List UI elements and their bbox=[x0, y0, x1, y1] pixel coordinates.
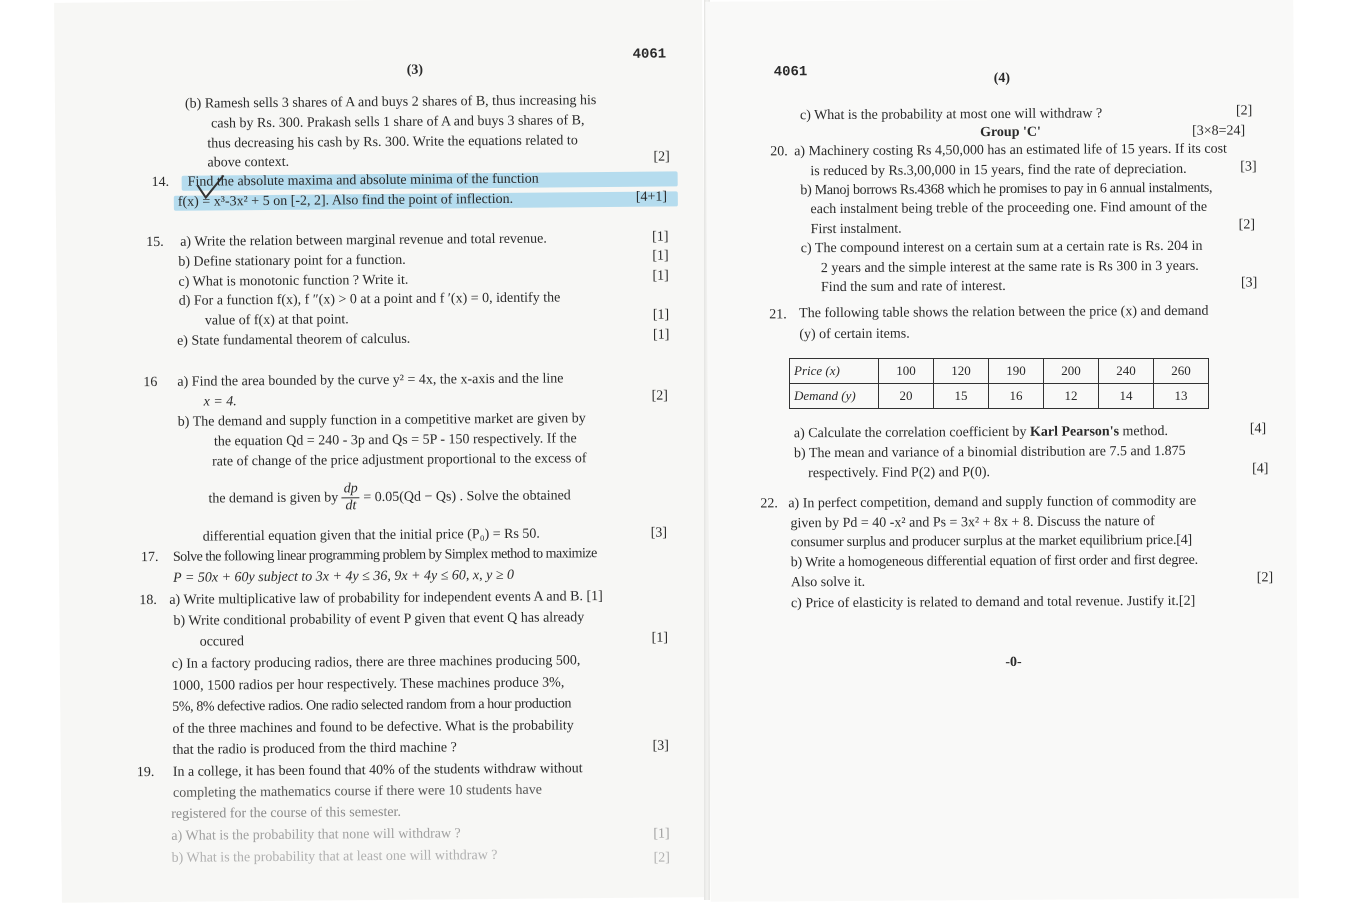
q20b-line-3: First instalment. bbox=[810, 221, 902, 238]
q20b-line-2: each instalment being treble of the proceeding one. Find amount of the bbox=[810, 199, 1208, 218]
q15b: b) Define stationary point for a function. bbox=[178, 252, 406, 270]
q20c-line-1: c) The compound interest on a certain sum at a certain rate is Rs. 204 in bbox=[800, 238, 1203, 257]
page-number-right: (4) bbox=[993, 70, 1011, 87]
row-header-demand: Demand (y) bbox=[790, 384, 879, 409]
q21-line-2: (y) of certain items. bbox=[799, 326, 910, 343]
q18c-line-3: 5%, 8% defective radios. One radio selected random from a hour production bbox=[172, 696, 572, 715]
q22-number: 22. bbox=[760, 496, 778, 512]
q19c: c) What is the probability at most one will withdraw ? bbox=[799, 106, 1103, 124]
group-c-title: Group 'C' bbox=[980, 124, 1041, 141]
q15c-marks: [1] bbox=[652, 268, 669, 284]
page-number-left: (3) bbox=[406, 62, 424, 78]
q22a-line-3: consumer surplus and producer surplus at the market equilibrium price.[4] bbox=[790, 532, 1193, 551]
demand-cell: 13 bbox=[1154, 384, 1209, 409]
fraction-numerator: dp bbox=[342, 481, 360, 498]
q19a: a) What is the probability that none will withdraw ? bbox=[171, 826, 461, 844]
q15e: e) State fundamental theorem of calculus. bbox=[176, 331, 411, 349]
q21b-marks: [4] bbox=[1252, 461, 1269, 477]
q16b-equation-prefix: the demand is given by bbox=[208, 490, 339, 507]
q19-line-2: completing the mathematics course if there were 10 students have bbox=[172, 782, 542, 801]
q14-line-1: Find the absolute maxima and absolute minima of the function bbox=[187, 171, 539, 190]
q16b-line-5: differential equation given that the initial price (P₀) = Rs 50. bbox=[202, 526, 540, 545]
q18b-marks: [1] bbox=[651, 630, 669, 646]
q16b-equation bbox=[208, 478, 571, 517]
demand-cell: 16 bbox=[989, 384, 1044, 409]
price-cell: 190 bbox=[989, 359, 1044, 384]
q19-line-1: In a college, it has been found that 40% of the students withdraw without bbox=[172, 761, 583, 780]
q17-number: 17. bbox=[140, 549, 159, 566]
q16b-marks: [3] bbox=[650, 525, 668, 541]
q13b-line-3: thus decreasing his cash by Rs. 300. Write the equations related to bbox=[207, 133, 578, 152]
q13b-line-4: above context. bbox=[207, 154, 290, 171]
q18a: a) Write multiplicative law of probability for independent events A and B. [1] bbox=[169, 589, 603, 608]
q16a-marks: [2] bbox=[651, 388, 668, 404]
q22b-line-2: Also solve it. bbox=[790, 574, 866, 591]
q13b-line-2: cash by Rs. 300. Prakash sells 1 share of A and buys 3 shares of B, bbox=[211, 113, 585, 132]
q16-number: 16 bbox=[143, 374, 158, 391]
q22a-line-2: given by Pd = 40 -x² and Ps = 3x² + 8x + 8. Discuss the nature of bbox=[790, 514, 1155, 532]
q16b-equation-suffix: = 0.05(Qd − Qs) . Solve the obtained bbox=[363, 488, 571, 506]
q15d-line-2: value of f(x) at that point. bbox=[204, 312, 349, 329]
q21a-suffix: method. bbox=[1122, 423, 1169, 440]
q13b-line-1: (b) Ramesh sells 3 shares of A and buys 2 shares of B, thus increasing his bbox=[184, 93, 597, 112]
q20a-line-1: a) Machinery costing Rs 4,50,000 has an estimated life of 15 years. If its cost bbox=[794, 141, 1227, 160]
q15-number: 15. bbox=[146, 234, 164, 251]
q19-line-3: registered for the course of this semester. bbox=[171, 804, 401, 822]
right-page bbox=[705, 0, 1298, 902]
price-cell: 120 bbox=[934, 359, 989, 384]
price-cell: 260 bbox=[1154, 359, 1209, 384]
q15c: c) What is monotonic function ? Write it. bbox=[178, 272, 409, 290]
q18c-line-4: of the three machines and found to be defective. What is the probability bbox=[172, 718, 574, 737]
q22b-line-1: b) Write a homogeneous differential equation of first order and first degree. bbox=[790, 552, 1198, 571]
q21b-line-1: b) The mean and variance of a binomial distribution are 7.5 and 1.875 bbox=[793, 443, 1186, 462]
q16a-line-1: a) Find the area bounded by the curve y² = 4x, the x-axis and the line bbox=[177, 371, 564, 390]
q16a-line-2: x = 4. bbox=[203, 394, 237, 410]
price-cell: 100 bbox=[879, 359, 934, 384]
q16b-line-3: rate of change of the price adjustment proportional to the excess of bbox=[212, 451, 587, 470]
q20c-line-3: Find the sum and rate of interest. bbox=[820, 278, 1006, 296]
fraction-denominator: dt bbox=[345, 498, 357, 514]
price-demand-table bbox=[789, 358, 1209, 409]
table-row bbox=[790, 384, 1209, 409]
q21-line-1: The following table shows the relation between the price (x) and demand bbox=[799, 303, 1209, 322]
q19b: b) What is the probability that at least one will withdraw ? bbox=[171, 848, 498, 866]
q20c-line-2: 2 years and the simple interest at the same rate is Rs 300 in 3 years. bbox=[820, 258, 1199, 277]
q14-marks: [4+1] bbox=[635, 189, 668, 205]
q18c-line-5: that the radio is produced from the third machine ? bbox=[172, 740, 457, 758]
q17-line-1: Solve the following linear programming problem by Simplex method to maximize bbox=[172, 546, 597, 565]
q19b-marks: [2] bbox=[653, 850, 670, 866]
q18-number: 18. bbox=[139, 592, 157, 609]
q20c-marks: [3] bbox=[1240, 275, 1258, 291]
q15a: a) Write the relation between marginal revenue and total revenue. bbox=[180, 231, 547, 250]
q15d-marks: [1] bbox=[652, 307, 670, 323]
q18c-line-2: 1000, 1500 radios per hour respectively. These machines produce 3%, bbox=[171, 675, 565, 694]
left-page bbox=[54, 0, 710, 903]
q21-number: 21. bbox=[769, 307, 787, 323]
q21a-prefix: a) Calculate the correlation coefficient by bbox=[793, 424, 1027, 442]
demand-cell: 12 bbox=[1044, 384, 1099, 409]
q20b-line-1: b) Manoj borrows Rs.4368 which he promises to pay in 6 annual instalments, bbox=[800, 180, 1213, 199]
q14-number: 14. bbox=[151, 174, 170, 190]
q22b-marks: [2] bbox=[1256, 570, 1274, 586]
row-header-price: Price (x) bbox=[790, 359, 879, 384]
q16b-line-2: the equation Qd = 240 - 3p and Qs = 5P - 150 respectively. If the bbox=[213, 431, 577, 450]
demand-cell: 20 bbox=[879, 384, 934, 409]
q20a-marks: [3] bbox=[1240, 159, 1257, 175]
price-cell: 240 bbox=[1099, 359, 1154, 384]
q18b-line-2: occured bbox=[199, 634, 245, 650]
q22a-line-1: a) In perfect competition, demand and supply function of commodity are bbox=[788, 493, 1197, 512]
q22c: c) Price of elasticity is related to demand and total revenue. Justify it.[2] bbox=[790, 593, 1196, 612]
q19-number: 19. bbox=[136, 764, 155, 781]
demand-cell: 15 bbox=[934, 384, 989, 409]
group-c-marks: [3×8=24] bbox=[1192, 123, 1246, 139]
q21a-bold: Karl Pearson's bbox=[1029, 424, 1120, 440]
q14-line-2: f(x) = x³-3x² + 5 on [-2, 2]. Also find the point of inflection. bbox=[177, 191, 514, 210]
paper-code-right: 4061 bbox=[773, 64, 808, 81]
q18b-line-1: b) Write conditional probability of event P given that event Q has already bbox=[173, 610, 585, 629]
q20a-line-2: is reduced by Rs.3,00,000 in 15 years, find the rate of depreciation. bbox=[810, 161, 1187, 180]
price-cell: 200 bbox=[1044, 359, 1099, 384]
paper-code-left: 4061 bbox=[632, 46, 667, 63]
q17-line-2: P = 50x + 60y subject to 3x + 4y ≤ 36, 9x + 4y ≤ 60, x, y ≥ 0 bbox=[173, 567, 515, 586]
q18c-marks: [3] bbox=[652, 738, 669, 754]
q15d-line-1: d) For a function f(x), f ″(x) > 0 at a point and f ′(x) = 0, identify the bbox=[178, 290, 561, 309]
q13b-marks: [2] bbox=[653, 149, 670, 165]
q15a-marks: [1] bbox=[652, 229, 669, 245]
table-row bbox=[790, 359, 1209, 384]
q15e-marks: [1] bbox=[652, 327, 670, 343]
q19c-marks: [2] bbox=[1235, 103, 1253, 119]
q20-number: 20. bbox=[770, 144, 788, 160]
q21a-marks: [4] bbox=[1249, 421, 1267, 437]
q20b-marks: [2] bbox=[1238, 217, 1256, 233]
q18c-line-1: c) In a factory producing radios, there are three machines producing 500, bbox=[171, 653, 581, 672]
derivative-fraction bbox=[342, 481, 360, 514]
q15b-marks: [1] bbox=[652, 248, 669, 264]
end-mark: -0- bbox=[1005, 654, 1022, 670]
q19a-marks: [1] bbox=[653, 826, 670, 842]
demand-cell: 14 bbox=[1099, 384, 1154, 409]
q16b-line-1: b) The demand and supply function in a competitive market are given by bbox=[177, 411, 586, 430]
q21b-line-2: respectively. Find P(2) and P(0). bbox=[808, 465, 991, 482]
